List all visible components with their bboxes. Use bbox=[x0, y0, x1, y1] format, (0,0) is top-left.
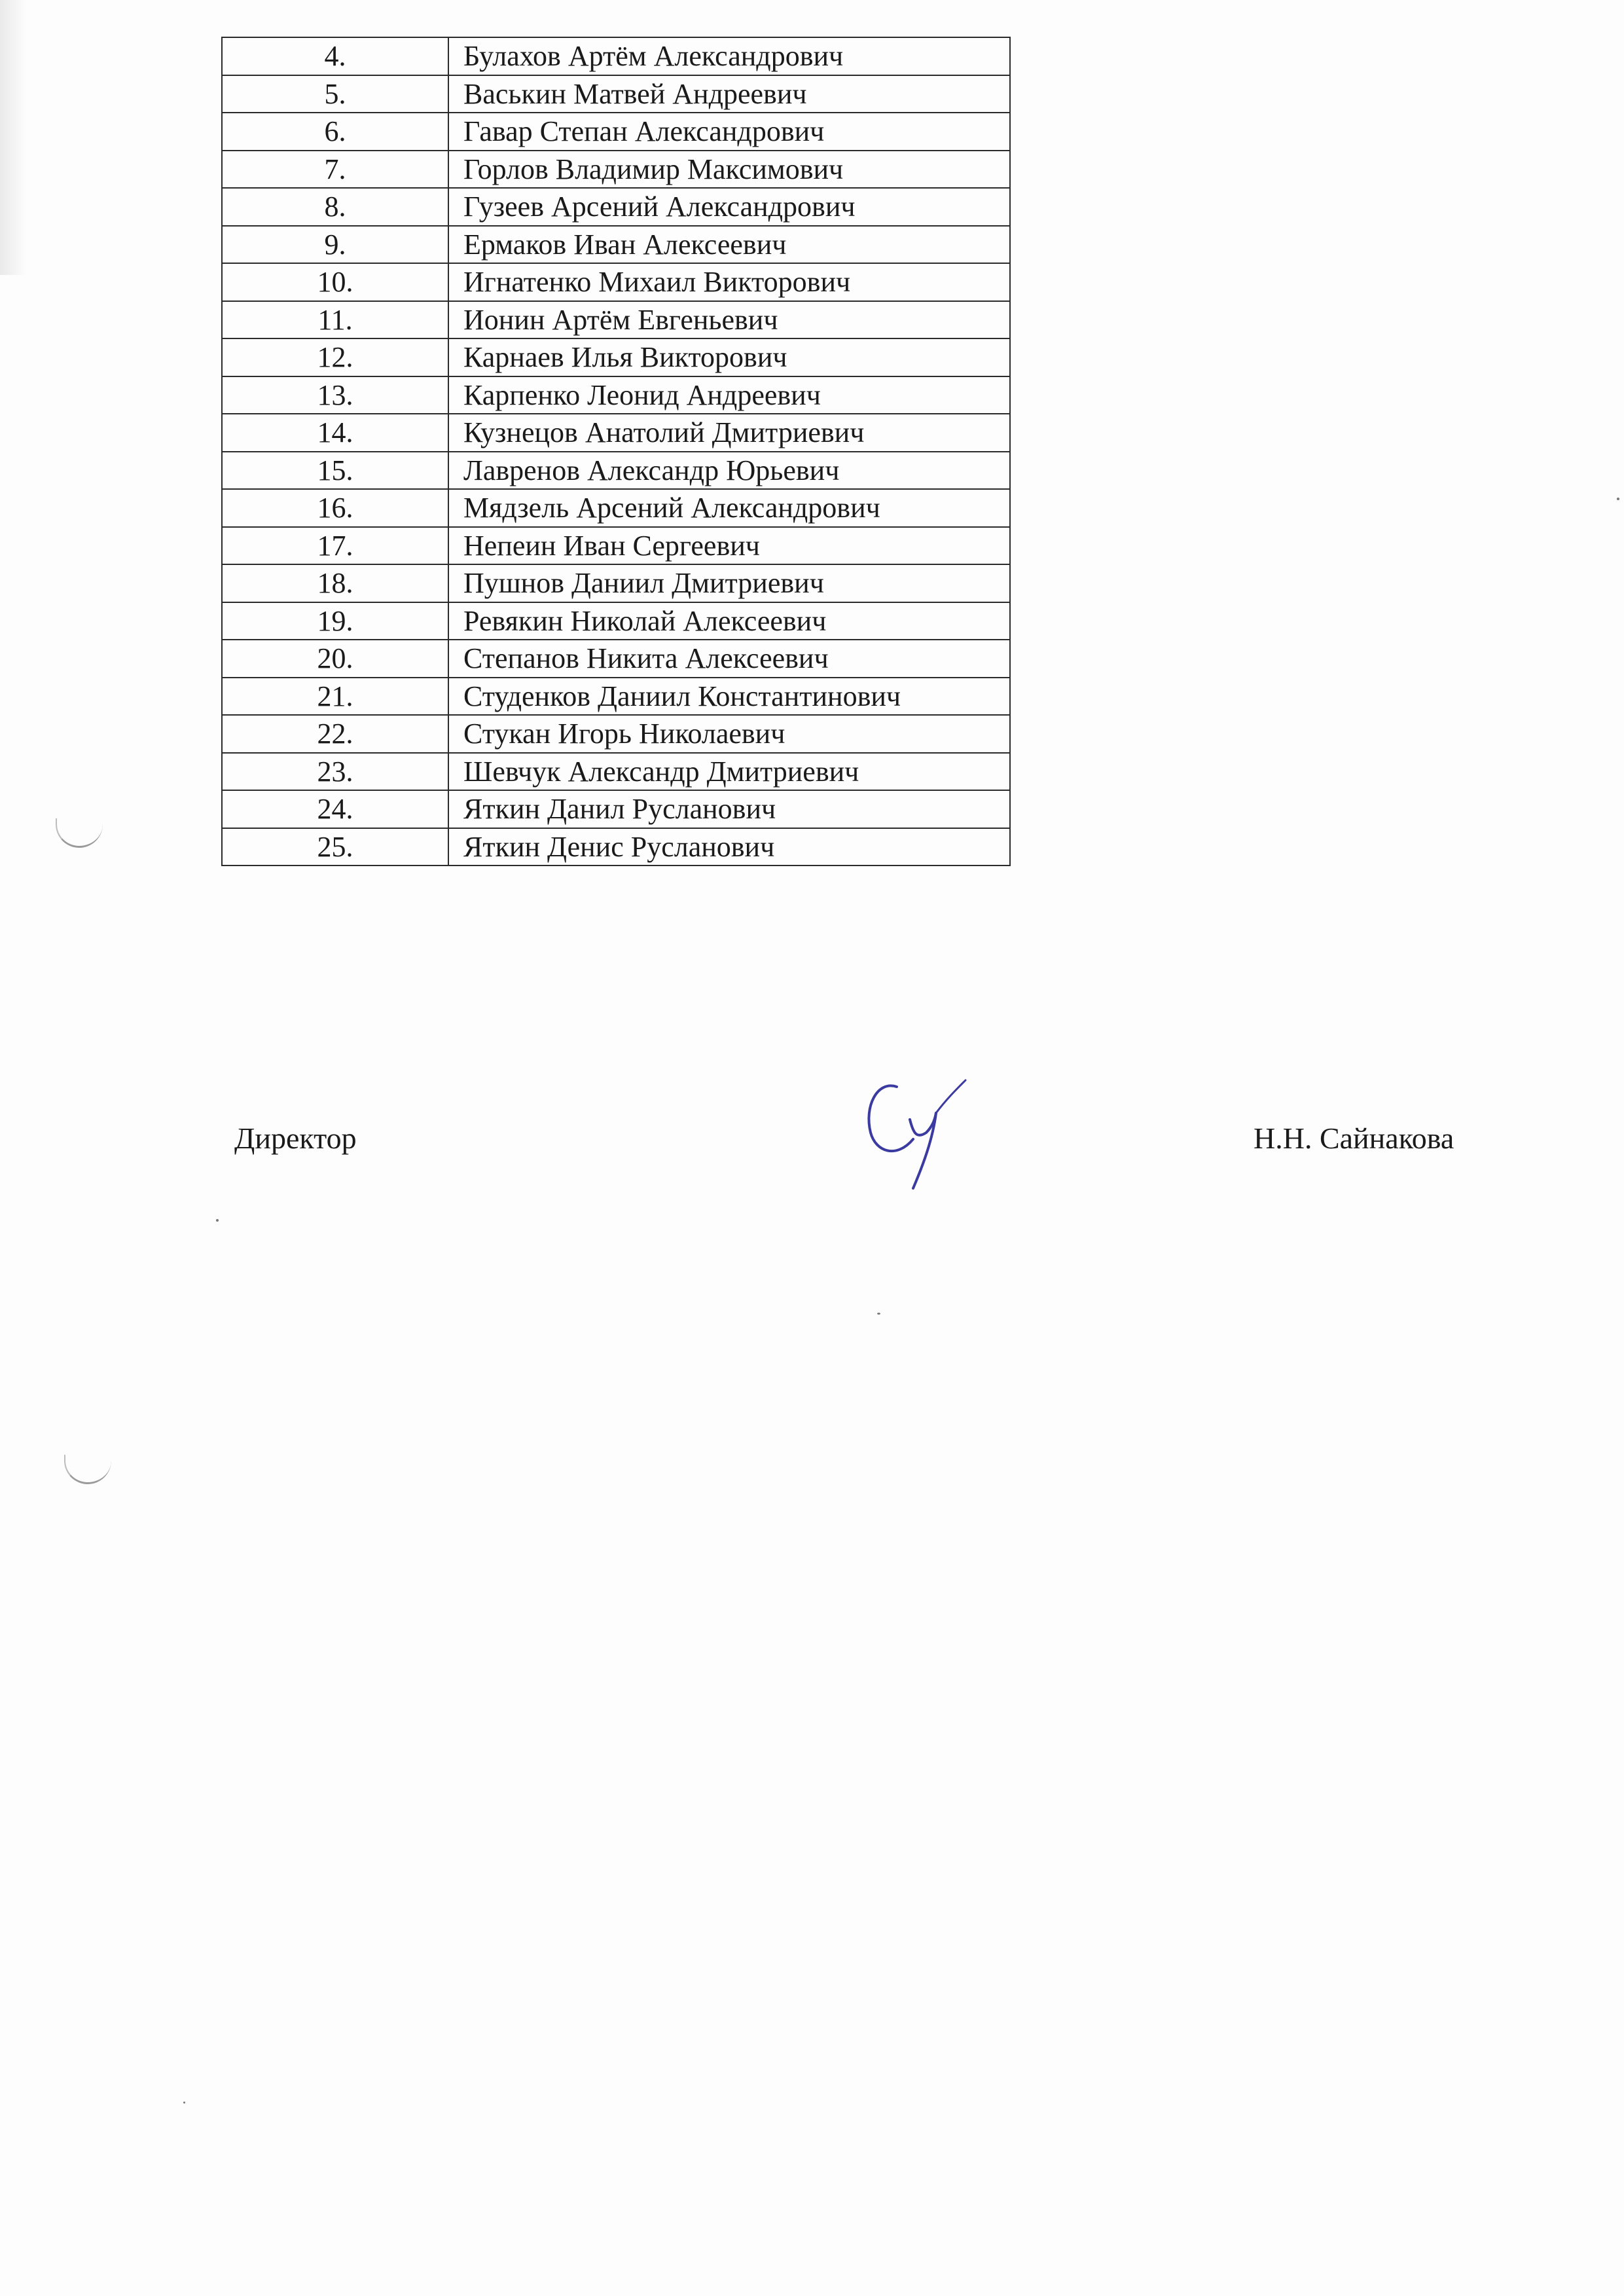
student-name: Гавар Степан Александрович bbox=[448, 113, 1010, 151]
student-number: 12. bbox=[222, 338, 448, 376]
student-row bbox=[222, 263, 1010, 301]
scan-speck bbox=[877, 1313, 880, 1315]
scan-speck bbox=[1617, 498, 1619, 500]
student-number: 14. bbox=[222, 414, 448, 452]
student-name: Ермаков Иван Алексеевич bbox=[448, 226, 1010, 264]
student-number: 4. bbox=[222, 37, 448, 75]
student-number: 22. bbox=[222, 715, 448, 753]
student-number: 23. bbox=[222, 753, 448, 791]
student-number: 16. bbox=[222, 489, 448, 527]
student-number: 8. bbox=[222, 188, 448, 226]
student-number: 15. bbox=[222, 452, 448, 490]
student-row bbox=[222, 414, 1010, 452]
student-number: 11. bbox=[222, 301, 448, 339]
student-number: 19. bbox=[222, 602, 448, 640]
handwritten-signature bbox=[851, 1061, 982, 1192]
student-name: Лавренов Александр Юрьевич bbox=[448, 452, 1010, 490]
punch-hole-mark bbox=[56, 818, 103, 848]
student-number: 5. bbox=[222, 75, 448, 113]
student-name: Кузнецов Анатолий Дмитриевич bbox=[448, 414, 1010, 452]
student-row bbox=[222, 564, 1010, 602]
student-number: 10. bbox=[222, 263, 448, 301]
student-row bbox=[222, 75, 1010, 113]
student-row bbox=[222, 489, 1010, 527]
student-number: 17. bbox=[222, 527, 448, 565]
punch-hole-mark bbox=[64, 1455, 111, 1484]
student-row bbox=[222, 376, 1010, 414]
student-row bbox=[222, 338, 1010, 376]
student-row bbox=[222, 753, 1010, 791]
student-name: Яткин Денис Русланович bbox=[448, 828, 1010, 866]
student-number: 13. bbox=[222, 376, 448, 414]
student-number: 24. bbox=[222, 790, 448, 828]
student-row bbox=[222, 790, 1010, 828]
student-row bbox=[222, 37, 1010, 75]
student-name: Карнаев Илья Викторович bbox=[448, 338, 1010, 376]
student-name: Ионин Артём Евгеньевич bbox=[448, 301, 1010, 339]
student-number: 7. bbox=[222, 151, 448, 189]
student-row bbox=[222, 113, 1010, 151]
student-name: Непеин Иван Сергеевич bbox=[448, 527, 1010, 565]
scan-edge-shadow bbox=[0, 0, 26, 275]
student-row bbox=[222, 151, 1010, 189]
student-row bbox=[222, 602, 1010, 640]
student-row bbox=[222, 527, 1010, 565]
student-number: 6. bbox=[222, 113, 448, 151]
student-name: Мядзель Арсений Александрович bbox=[448, 489, 1010, 527]
student-row bbox=[222, 301, 1010, 339]
student-name: Шевчук Александр Дмитриевич bbox=[448, 753, 1010, 791]
student-name: Стукан Игорь Николаевич bbox=[448, 715, 1010, 753]
student-number: 20. bbox=[222, 640, 448, 678]
student-name: Студенков Даниил Константинович bbox=[448, 678, 1010, 716]
signatory-name: Н.Н. Сайнакова bbox=[1254, 1121, 1454, 1155]
student-name: Пушнов Даниил Дмитриевич bbox=[448, 564, 1010, 602]
student-number: 18. bbox=[222, 564, 448, 602]
student-number: 9. bbox=[222, 226, 448, 264]
scan-speck bbox=[183, 2102, 185, 2104]
student-name: Булахов Артём Александрович bbox=[448, 37, 1010, 75]
student-name: Степанов Никита Алексеевич bbox=[448, 640, 1010, 678]
student-name: Гузеев Арсений Александрович bbox=[448, 188, 1010, 226]
student-row bbox=[222, 188, 1010, 226]
student-name: Яткин Данил Русланович bbox=[448, 790, 1010, 828]
student-name: Ревякин Николай Алексеевич bbox=[448, 602, 1010, 640]
student-row bbox=[222, 452, 1010, 490]
student-name: Карпенко Леонид Андреевич bbox=[448, 376, 1010, 414]
student-row bbox=[222, 828, 1010, 866]
student-name: Горлов Владимир Максимович bbox=[448, 151, 1010, 189]
signatory-title: Директор bbox=[234, 1121, 357, 1155]
student-row bbox=[222, 715, 1010, 753]
student-name: Игнатенко Михаил Викторович bbox=[448, 263, 1010, 301]
student-row bbox=[222, 640, 1010, 678]
student-number: 25. bbox=[222, 828, 448, 866]
student-row bbox=[222, 226, 1010, 264]
student-row bbox=[222, 678, 1010, 716]
scan-speck bbox=[216, 1219, 219, 1222]
student-list-table bbox=[221, 37, 1011, 866]
student-list-body bbox=[222, 37, 1010, 866]
student-name: Васькин Матвей Андреевич bbox=[448, 75, 1010, 113]
student-number: 21. bbox=[222, 678, 448, 716]
